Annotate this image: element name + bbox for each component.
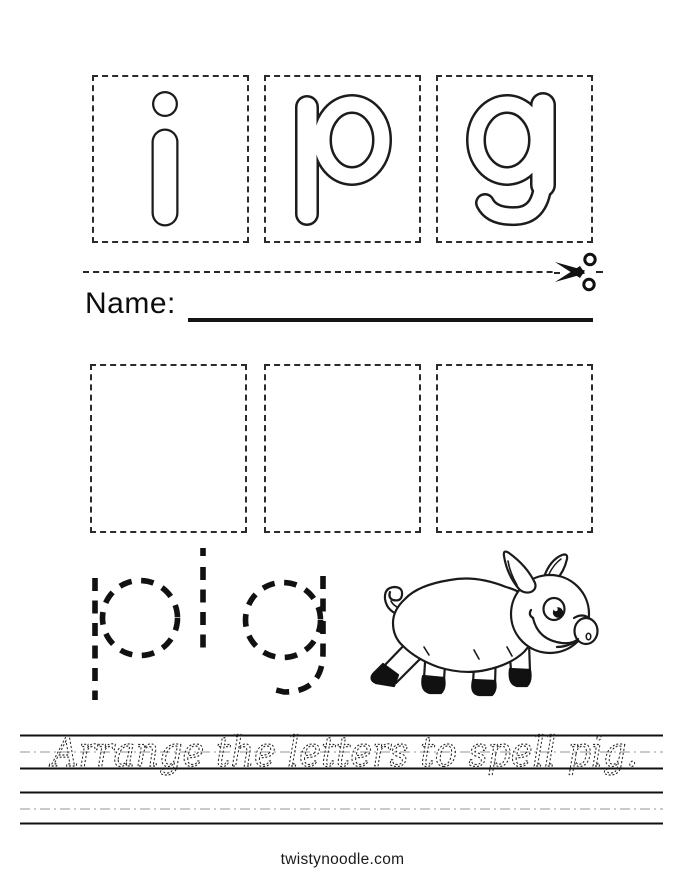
bubble-letter-g [436, 75, 593, 243]
handwriting-lines [0, 725, 685, 840]
trace-word-pig [80, 540, 340, 710]
scissors-icon [552, 252, 602, 292]
cut-here-dashed-line [83, 271, 603, 273]
letter-card-p [264, 75, 421, 243]
bubble-letter-p [264, 75, 421, 243]
arrange-box-2 [264, 364, 421, 533]
arrange-box-3 [436, 364, 593, 533]
pig-illustration [358, 543, 648, 713]
bubble-letter-i [92, 75, 249, 243]
name-write-line [188, 318, 593, 322]
name-label: Name: [85, 287, 176, 320]
arrange-box-1 [90, 364, 247, 533]
site-credit: twistynoodle.com [280, 851, 405, 868]
letter-card-g [436, 75, 593, 243]
letter-card-i [92, 75, 249, 243]
trace-sentence: Arrange the letters to spell pig. [48, 728, 638, 776]
